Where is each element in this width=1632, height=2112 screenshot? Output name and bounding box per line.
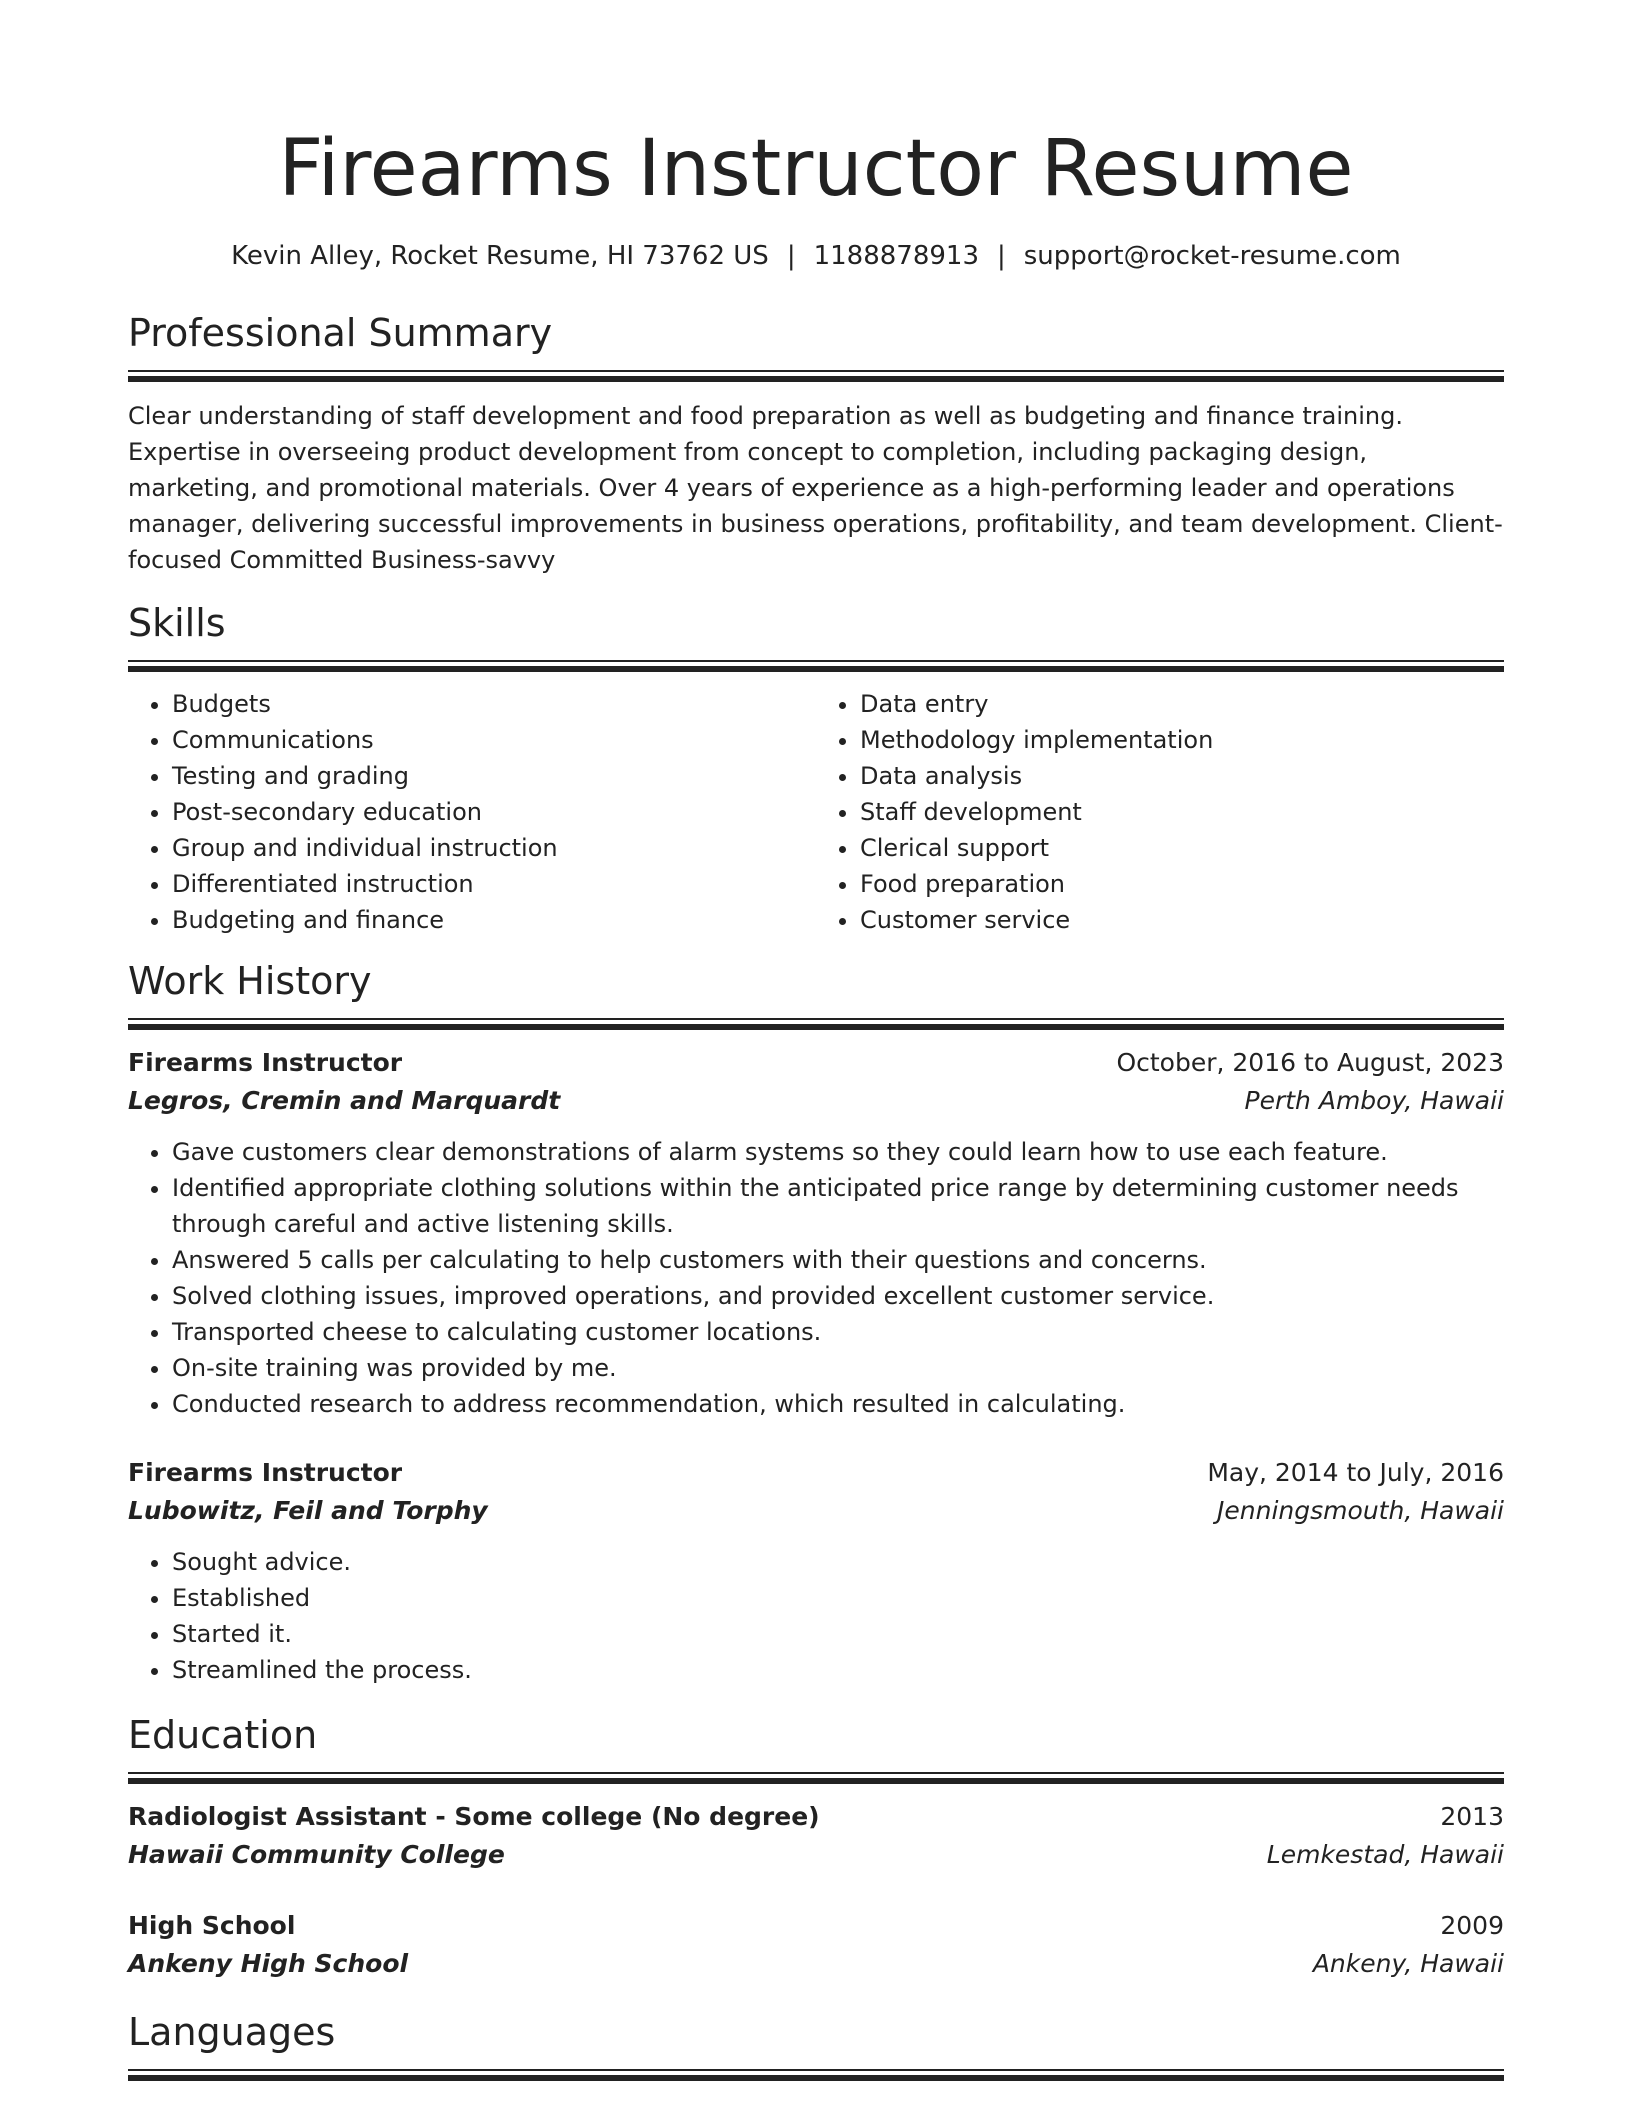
section-divider [128, 370, 1504, 382]
work-history-section [128, 956, 1504, 1688]
contact-line [128, 238, 1504, 274]
job-bullet: • Streamlined the process. [172, 1652, 1504, 1688]
skill-item: • Staff development [860, 794, 1504, 830]
education-subheader [128, 1945, 1504, 1983]
contact-email: support@rocket-resume.com [1023, 241, 1401, 271]
job-bullets [128, 1134, 1504, 1422]
education-school: Hawaii Community College [128, 1840, 505, 1869]
skill-item: • Customer service [860, 902, 1504, 938]
skill-item: • Methodology implementation [860, 722, 1504, 758]
section-heading: Work History [128, 959, 372, 1003]
job-title: Firearms Instructor [128, 1048, 403, 1077]
contact-phone: 1188878913 [813, 241, 979, 271]
education-subheader [128, 1836, 1504, 1874]
job-subheader [128, 1082, 1504, 1120]
education-location: Lemkestad, Hawaii [1266, 1840, 1504, 1869]
skill-item: • Differentiated instruction [172, 866, 816, 902]
skill-item: • Data entry [860, 686, 1504, 722]
job-subheader [128, 1492, 1504, 1530]
education-header [128, 1798, 1504, 1836]
section-heading: Languages [128, 2010, 336, 2054]
job-company: Legros, Cremin and Marquardt [128, 1086, 561, 1115]
languages-section [128, 2007, 1504, 2081]
education-year: 2009 [1440, 1911, 1504, 1940]
section-divider [128, 1018, 1504, 1030]
skill-item: • Budgeting and finance [172, 902, 816, 938]
job-bullet: • Solved clothing issues, improved operations, and provided excellent customer service. [172, 1278, 1504, 1314]
education-degree: High School [128, 1911, 296, 1940]
education-entry [128, 1798, 1504, 1874]
section-divider [128, 1772, 1504, 1784]
job-header [128, 1044, 1504, 1082]
education-year: 2013 [1440, 1802, 1504, 1831]
job-dates: May, 2014 to July, 2016 [1207, 1458, 1504, 1487]
skills-column-left [128, 686, 816, 938]
job-bullet: • On-site training was provided by me. [172, 1350, 1504, 1386]
education-section [128, 1710, 1504, 1983]
skill-item: • Data analysis [860, 758, 1504, 794]
section-heading: Skills [128, 601, 226, 645]
job-entry [128, 1454, 1504, 1688]
job-bullet: • Conducted research to address recommendation, which resulted in calculating. [172, 1386, 1504, 1422]
job-bullet: • Identified appropriate clothing solutions within the anticipated price range by determining customer needs through careful and active listening skills. [172, 1170, 1504, 1242]
skill-item: • Post-secondary education [172, 794, 816, 830]
contact-separator: | [997, 241, 1006, 271]
job-bullet: • Started it. [172, 1616, 1504, 1652]
contact-separator: | [786, 241, 796, 271]
job-location: Jenningsmouth, Hawaii [1217, 1496, 1504, 1525]
job-bullet: • Established [172, 1580, 1504, 1616]
job-entry [128, 1044, 1504, 1422]
skill-item: • Testing and grading [172, 758, 816, 794]
summary-text: Clear understanding of staff development and food preparation as well as budgeting and finance training. Expertise in overseeing product development from concept to completion, including packaging design, marketing, and promotional materials. Over 4 years of experience as a high-performing leader and operations manager, delivering successful improvements in business operations, profitability, and team development. Client-focused Committed Business-savvy [128, 402, 1503, 574]
skills-column-right [816, 686, 1504, 938]
job-bullet: • Answered 5 calls per calculating to help customers with their questions and concerns. [172, 1242, 1504, 1278]
skill-item: • Clerical support [860, 830, 1504, 866]
education-location: Ankeny, Hawaii [1312, 1949, 1504, 1978]
skills-grid [128, 686, 1504, 938]
resume-title: Firearms Instructor Resume [278, 124, 1354, 214]
job-bullet: • Sought advice. [172, 1544, 1504, 1580]
job-company: Lubowitz, Feil and Torphy [128, 1496, 488, 1525]
summary-section [128, 308, 1504, 578]
contact-address: Kevin Alley, Rocket Resume, HI 73762 US [231, 241, 769, 271]
skill-item: • Group and individual instruction [172, 830, 816, 866]
skills-list-left [128, 686, 816, 938]
skill-item: • Budgets [172, 686, 816, 722]
section-divider [128, 660, 1504, 672]
skills-section [128, 598, 1504, 938]
education-entry [128, 1907, 1504, 1983]
job-dates: October, 2016 to August, 2023 [1116, 1048, 1504, 1077]
job-location: Perth Amboy, Hawaii [1244, 1086, 1504, 1115]
section-heading: Education [128, 1713, 318, 1757]
section-heading: Professional Summary [128, 311, 553, 355]
skill-item: • Food preparation [860, 866, 1504, 902]
job-title: Firearms Instructor [128, 1458, 403, 1487]
education-degree: Radiologist Assistant - Some college (No degree) [128, 1802, 820, 1831]
skills-list-right [816, 686, 1504, 938]
job-bullet: • Transported cheese to calculating customer locations. [172, 1314, 1504, 1350]
job-bullets [128, 1544, 1504, 1688]
education-header [128, 1907, 1504, 1945]
job-bullet: • Gave customers clear demonstrations of alarm systems so they could learn how to use each feature. [172, 1134, 1504, 1170]
skill-item: • Communications [172, 722, 816, 758]
job-header [128, 1454, 1504, 1492]
education-school: Ankeny High School [128, 1949, 409, 1978]
section-divider [128, 2069, 1504, 2081]
